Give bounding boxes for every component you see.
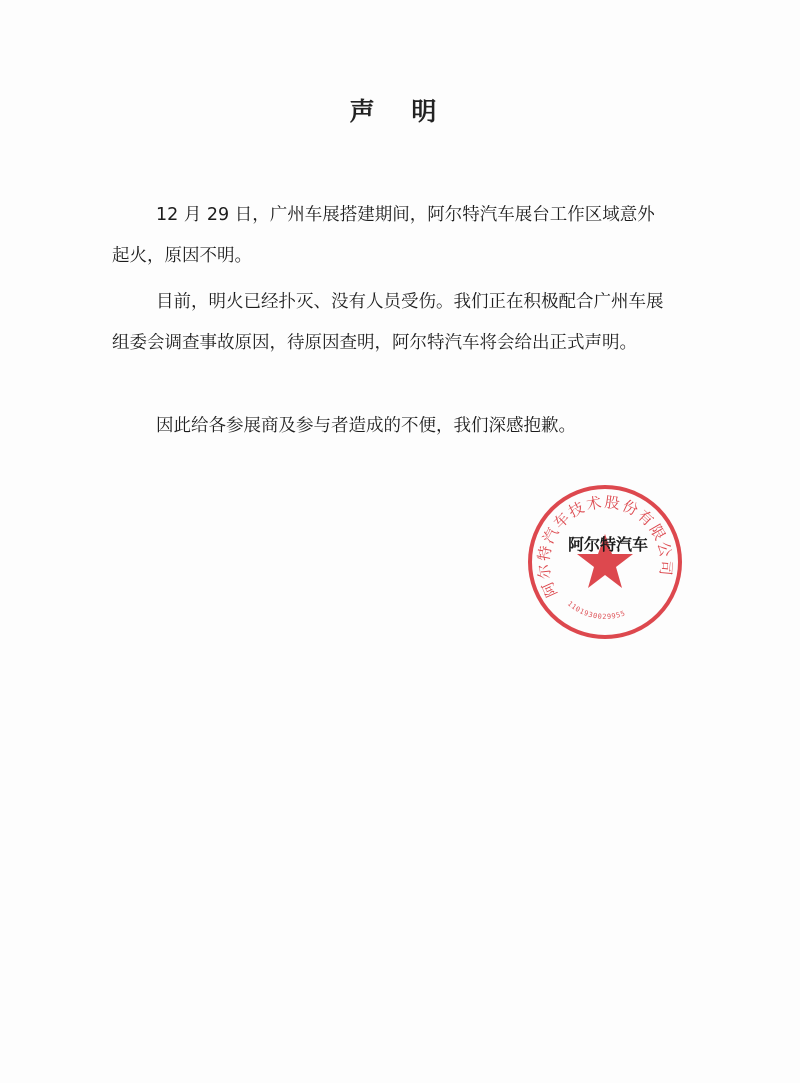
document-title: 声 明 (349, 97, 451, 126)
paragraph-incident: 12 月 29 日，广州车展搭建期间，阿尔特汽车展台工作区域意外起火，原因不明。 (112, 205, 655, 266)
signature: 阿尔特汽车 (568, 535, 649, 554)
paragraph-status: 目前，明火已经扑灭、没有人员受伤。我们正在积极配合广州车展组委会调查事故原因，待原因查明，阿尔特汽车将会给出正式声明。 (112, 292, 664, 353)
seal-registration-number: 1101930029955 (565, 599, 627, 621)
company-seal (525, 482, 685, 642)
svg-text:1101930029955 (566, 600, 627, 621)
seal-company-name: 阿尔特汽车技术股份有限公司 (534, 493, 676, 601)
paragraph-apology: 因此给各参展商及参与者造成的不便，我们深感抱歉。 (156, 416, 576, 436)
